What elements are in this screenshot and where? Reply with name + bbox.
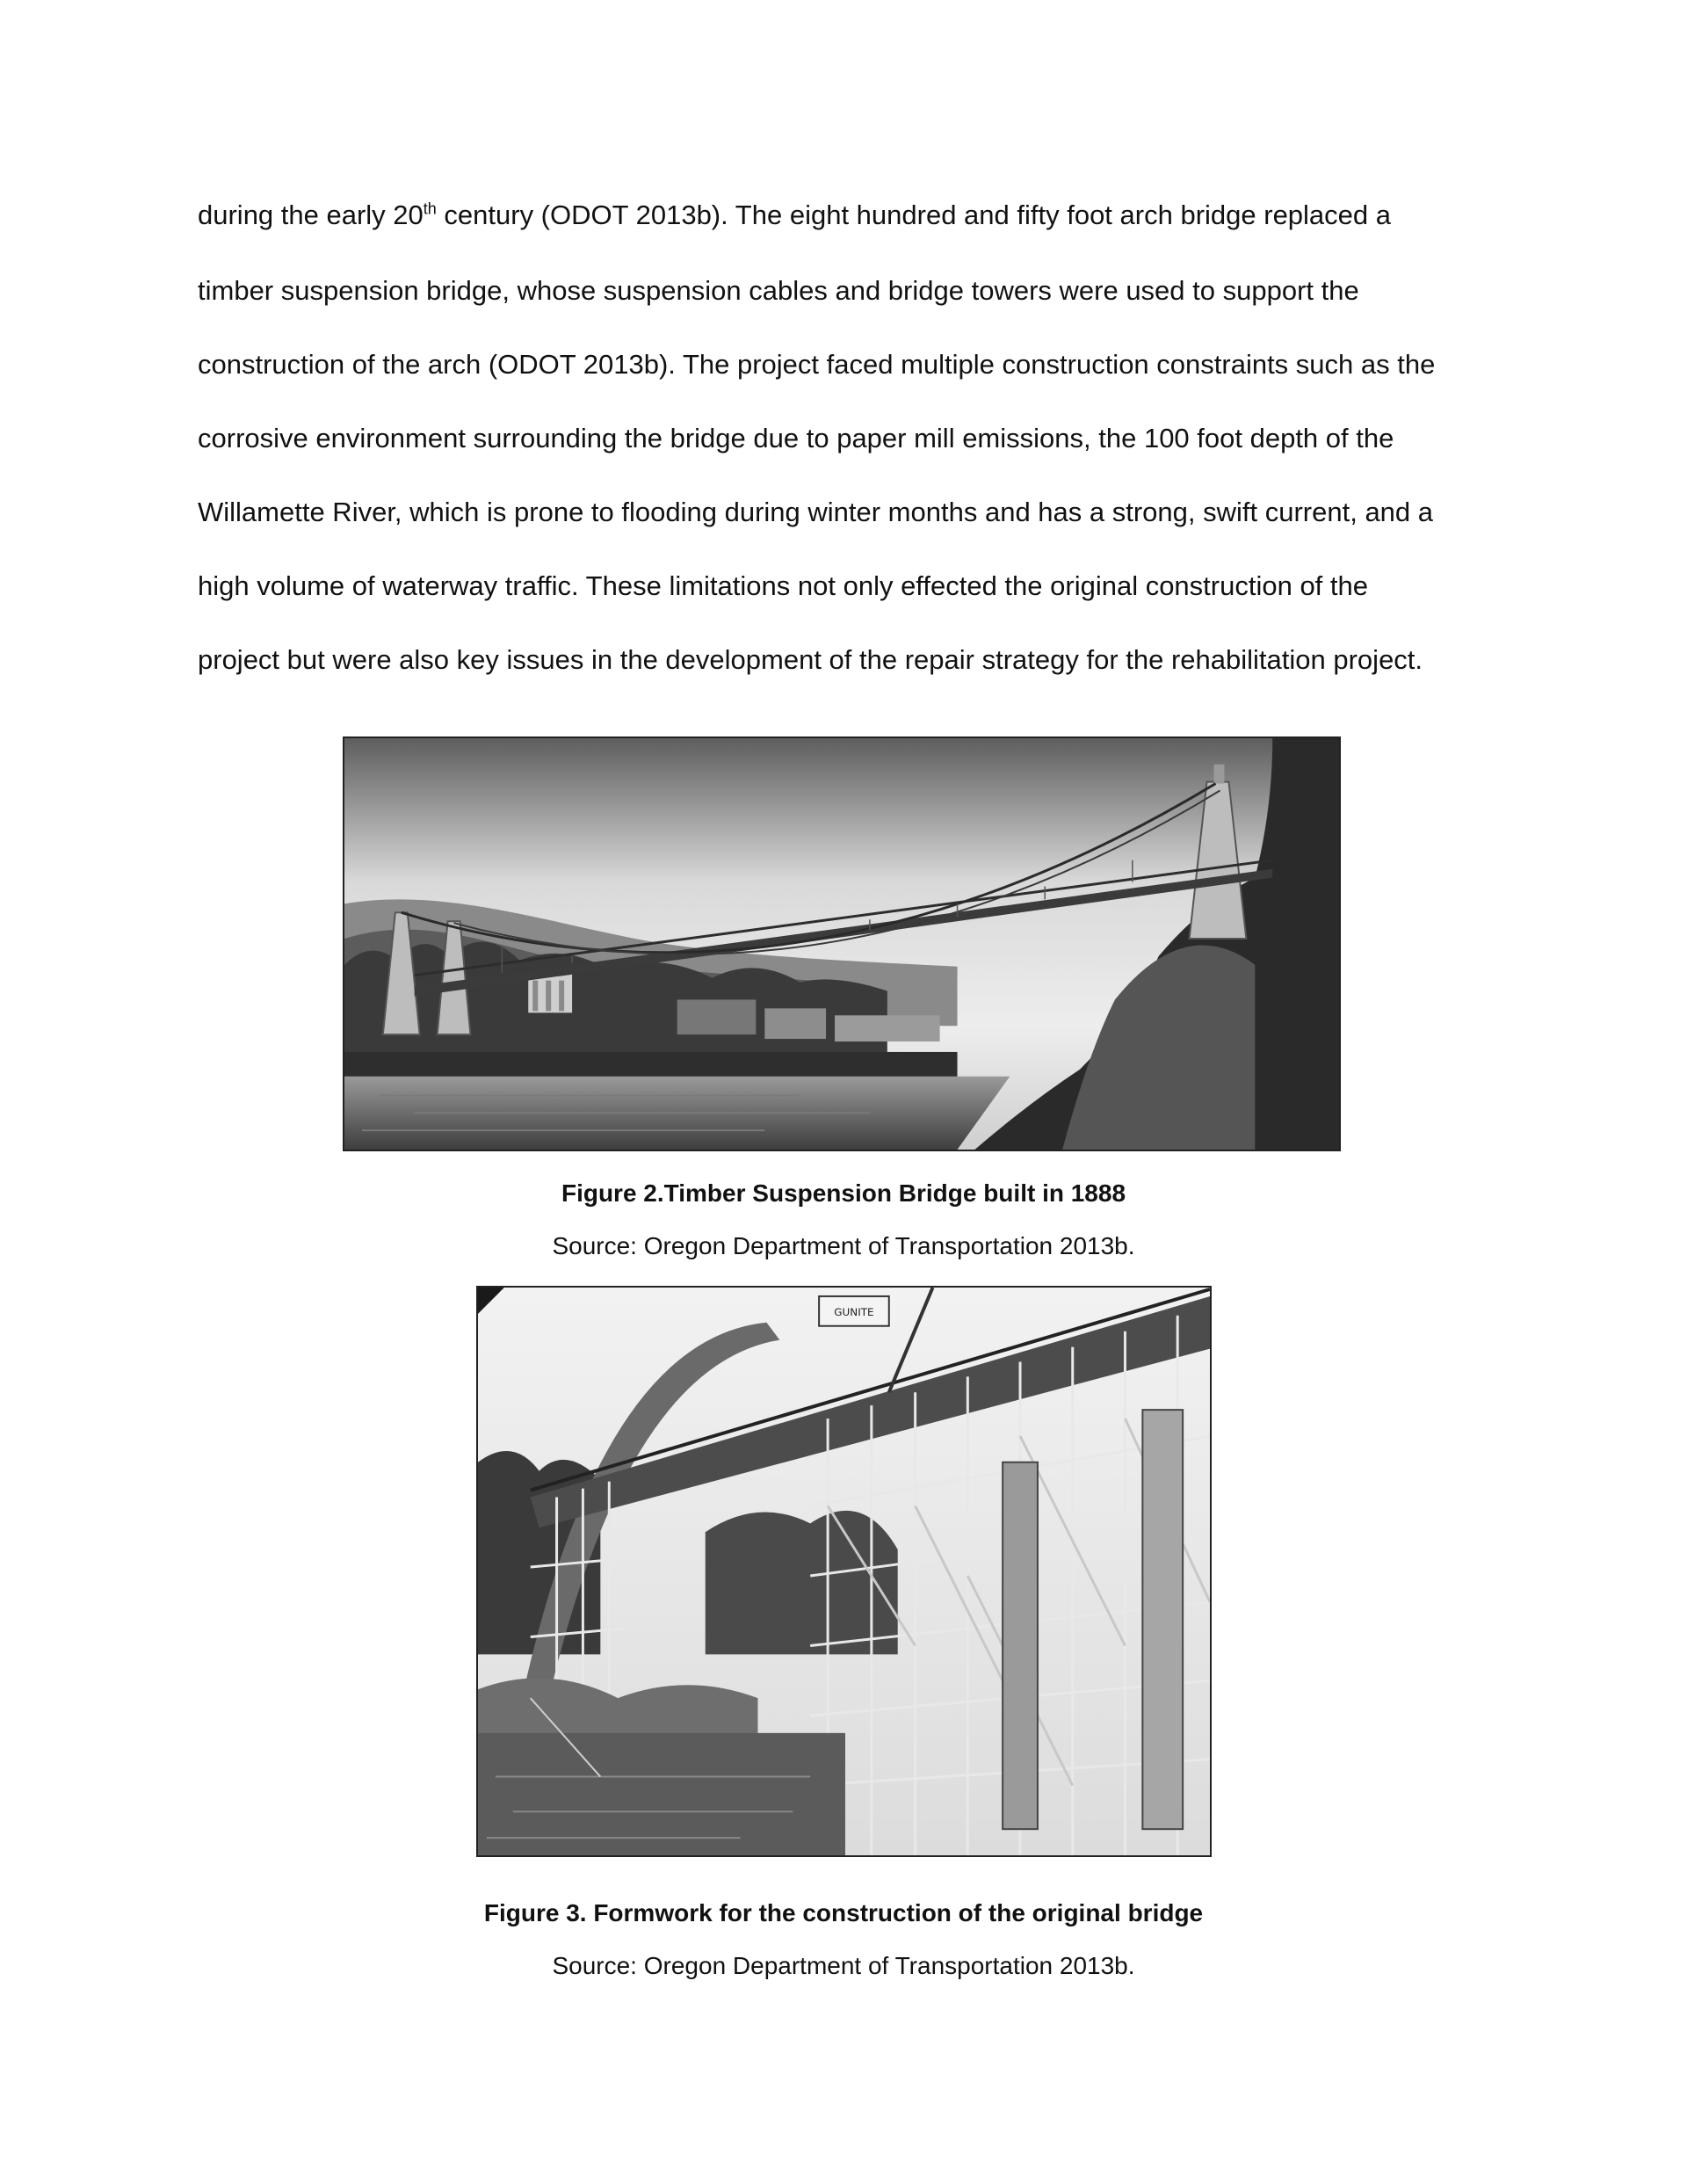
figure-3-caption: Figure 3. Formwork for the construction of the original bridge bbox=[483, 1899, 1204, 1926]
paragraph-line-5: Willamette River, which is prone to flooding during winter months and has a strong, swift current, and a bbox=[198, 497, 1434, 527]
figure-2-source: Source: Oregon Department of Transportation 2013b. bbox=[552, 1232, 1135, 1259]
paragraph-line-1-start: during the early 20 bbox=[198, 200, 424, 230]
paragraph-line-1 bbox=[198, 198, 1391, 233]
paragraph-line-4: corrosive environment surrounding the bridge due to paper mill emissions, the 100 foot depth of the bbox=[198, 423, 1394, 453]
suspension-bridge-illustration bbox=[344, 738, 1339, 1150]
paragraph-line-3: construction of the arch (ODOT 2013b). The project faced multiple construction constraints such as the bbox=[198, 349, 1436, 380]
figure-2-photo bbox=[343, 736, 1341, 1151]
formwork-illustration bbox=[478, 1288, 1210, 1855]
figure-2-caption: Figure 2.Timber Suspension Bridge built in 1888 bbox=[561, 1179, 1126, 1207]
paragraph-line-2: timber suspension bridge, whose suspension cables and bridge towers were used to support the bbox=[198, 275, 1359, 306]
superscript-th: th bbox=[423, 200, 437, 218]
paragraph-line-1-end: century (ODOT 2013b). The eight hundred and fifty foot arch bridge replaced a bbox=[436, 200, 1392, 230]
gunite-sign-text: GUNITE bbox=[834, 1305, 874, 1318]
figure-3-photo bbox=[476, 1286, 1212, 1857]
paragraph-line-7: project but were also key issues in the development of the repair strategy for the rehabilitation project. bbox=[198, 644, 1423, 675]
paragraph-line-6: high volume of waterway traffic. These limitations not only effected the original construction of the bbox=[198, 570, 1369, 601]
figure-3-source: Source: Oregon Department of Transportation 2013b. bbox=[552, 1952, 1135, 1979]
